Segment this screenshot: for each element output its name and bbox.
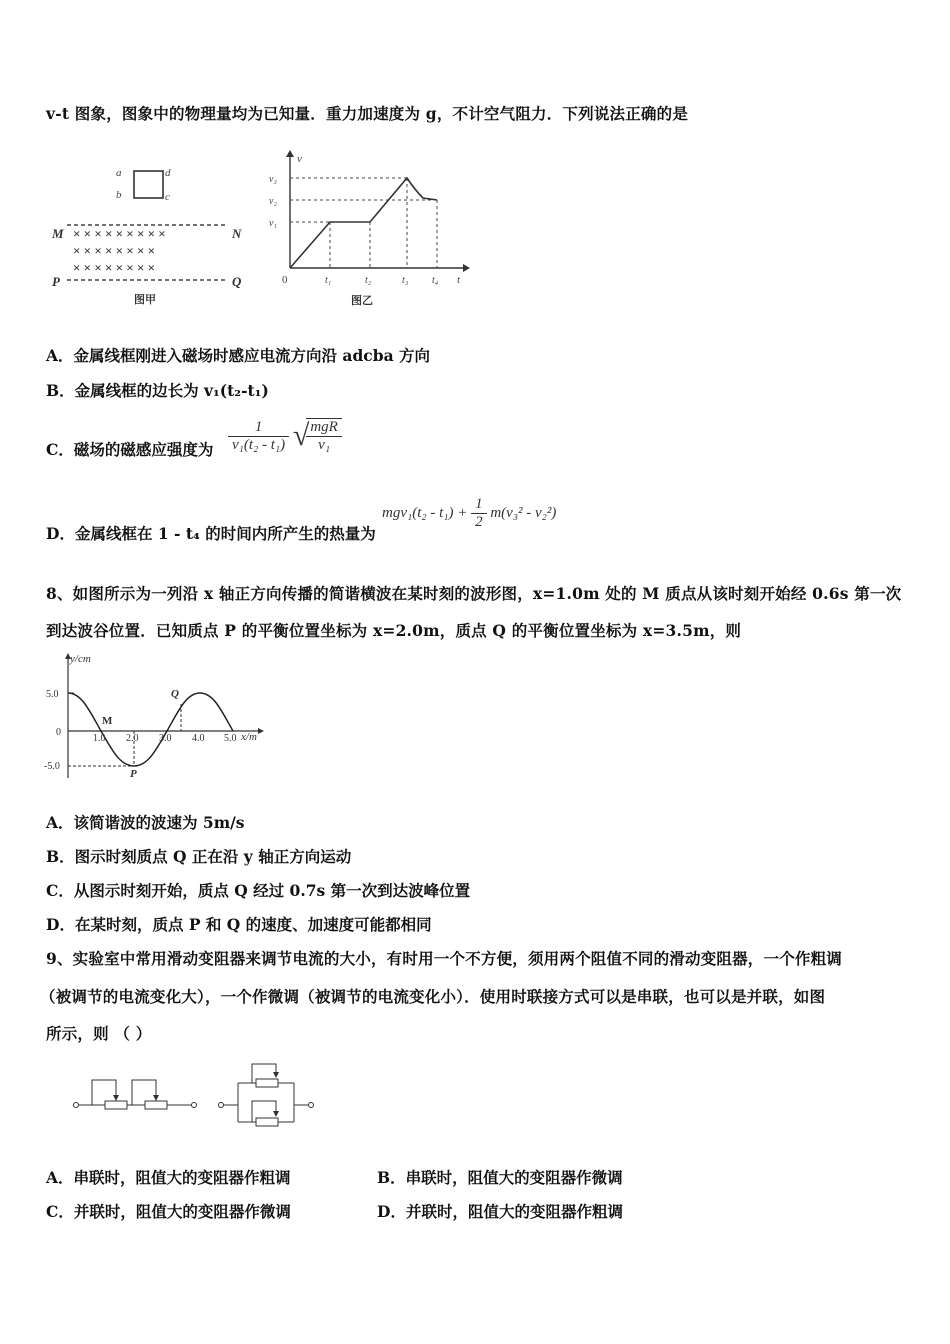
tick-t4: t₄ — [432, 275, 439, 286]
q8-option-a: A．该简谐波的波速为 5m/s — [46, 813, 245, 832]
q9-option-c: C．并联时，阻值大的变阻器作微调 — [46, 1202, 291, 1221]
x-tick-3: 3.0 — [159, 733, 172, 744]
vt-curve — [290, 178, 437, 268]
x-tick-4: 4.0 — [192, 733, 205, 744]
x-tick-1: 1.0 — [93, 733, 106, 744]
label-P: P — [52, 274, 60, 289]
q7-option-b: B．金属线框的边长为 v₁(t₂-t₁) — [46, 381, 269, 400]
origin: 0 — [282, 274, 288, 286]
wave-graph — [44, 650, 274, 780]
svg-text:× × × × × × × ×: × × × × × × × × — [73, 260, 156, 275]
y-tick-top: 5.0 — [46, 689, 59, 700]
svg-text:× × × × × × × ×: × × × × × × × × — [73, 243, 156, 258]
x-tick-2: 2.0 — [126, 733, 139, 744]
q8-option-c: C．从图示时刻开始，质点 Q 经过 0.7s 第一次到达波峰位置 — [46, 881, 471, 900]
q9-line1: 9、实验室中常用滑动变阻器来调节电流的大小，有时用一个不方便，须用两个阻值不同的滑动变阻器，一个作粗调 — [46, 949, 842, 968]
label-M-point: M — [102, 715, 113, 727]
c-root-num: mgR — [306, 419, 342, 437]
q7-option-d-formula — [382, 496, 556, 531]
label-a: a — [116, 167, 122, 179]
c-num: 1 — [228, 419, 289, 437]
q9-option-a: A．串联时，阻值大的变阻器作粗调 — [46, 1168, 291, 1187]
q9-line2: （被调节的电流变化大），一个作微调（被调节的电流变化小）．使用时联接方式可以是串联，也可以是并联，如图 — [40, 987, 826, 1006]
tick-v2: v₂ — [269, 196, 277, 207]
magnetic-field-crosses — [73, 226, 166, 275]
caption-jia: 图甲 — [134, 294, 156, 306]
tick-t2: t₂ — [365, 275, 372, 286]
series-circuit — [70, 1070, 200, 1120]
wire-frame — [134, 171, 163, 198]
d-part1: mgv₁(t₂ - t₁) + — [382, 505, 468, 521]
q7-option-c-prefix: C．磁场的磁感应强度为 — [46, 440, 214, 459]
q7-option-a: A．金属线框刚进入磁场时感应电流方向沿 adcba 方向 — [46, 346, 431, 365]
label-Q: Q — [232, 274, 242, 289]
label-N: N — [232, 226, 242, 241]
y-tick-zero: 0 — [56, 727, 61, 738]
caption-yi: 图乙 — [351, 295, 373, 307]
q8-line2: 到达波谷位置．已知质点 P 的平衡位置坐标为 x=2.0m，质点 Q 的平衡位置坐标为 x=3.5m，则 — [46, 621, 742, 640]
tick-v1: v₁ — [269, 218, 277, 229]
q9-option-d: D．并联时，阻值大的变阻器作粗调 — [377, 1202, 623, 1221]
q7-intro: v-t 图象，图象中的物理量均为已知量．重力加速度为 g，不计空气阻力．下列说法正确的是 — [46, 104, 689, 123]
label-P-point: P — [130, 768, 137, 780]
d-half-den: 2 — [475, 514, 483, 530]
q9-option-b: B．串联时，阻值大的变阻器作微调 — [377, 1168, 623, 1187]
tick-v3: v₃ — [269, 174, 277, 185]
q8-line1: 8、如图所示为一列沿 x 轴正方向传播的简谐横波在某时刻的波形图，x=1.0m 处的 M 质点从该时刻开始经 0.6s 第一次 — [46, 584, 902, 603]
y-tick-bottom: -5.0 — [44, 761, 60, 772]
q7-option-c-formula: $\frac{1}{\text{v₁(t₂ - t₁)}}$ √ $\frac{\text{mgR}}{\text{v₁}}$ — [228, 418, 342, 454]
axis-v: v — [297, 153, 302, 165]
d-part2: m(v₃² - v₂²) — [490, 505, 557, 521]
label-M: M — [52, 226, 64, 241]
label-c: c — [165, 191, 170, 203]
d-half-num: 1 — [471, 496, 487, 514]
x-tick-5: 5.0 — [224, 733, 237, 744]
parallel-circuit — [216, 1058, 316, 1130]
c-root-den: v₁ — [318, 437, 331, 453]
wave-curve — [68, 693, 233, 766]
tick-t3: t₃ — [402, 275, 409, 286]
q8-option-d: D．在某时刻，质点 P 和 Q 的速度、加速度可能都相同 — [46, 915, 432, 934]
q7-option-d-prefix: D．金属线框在 1 - t₄ 的时间内所产生的热量为 — [46, 524, 376, 543]
tick-t1: t₁ — [325, 275, 332, 286]
figure-jia — [44, 158, 254, 310]
svg-text:× × × × × × × × ×: × × × × × × × × × — [73, 226, 166, 241]
label-b: b — [116, 189, 122, 201]
q8-option-b: B．图示时刻质点 Q 正在沿 y 轴正方向运动 — [46, 847, 352, 866]
label-Q-point: Q — [171, 688, 179, 700]
q9-line3: 所示，则 （ ） — [46, 1024, 152, 1043]
label-d: d — [165, 167, 171, 179]
axis-t: t — [457, 274, 461, 286]
c-den: v₁(t₂ - t₁) — [232, 436, 286, 453]
x-axis-label: x/m — [241, 731, 257, 743]
y-axis-label: y/cm — [70, 653, 91, 665]
figure-yi — [265, 150, 475, 310]
